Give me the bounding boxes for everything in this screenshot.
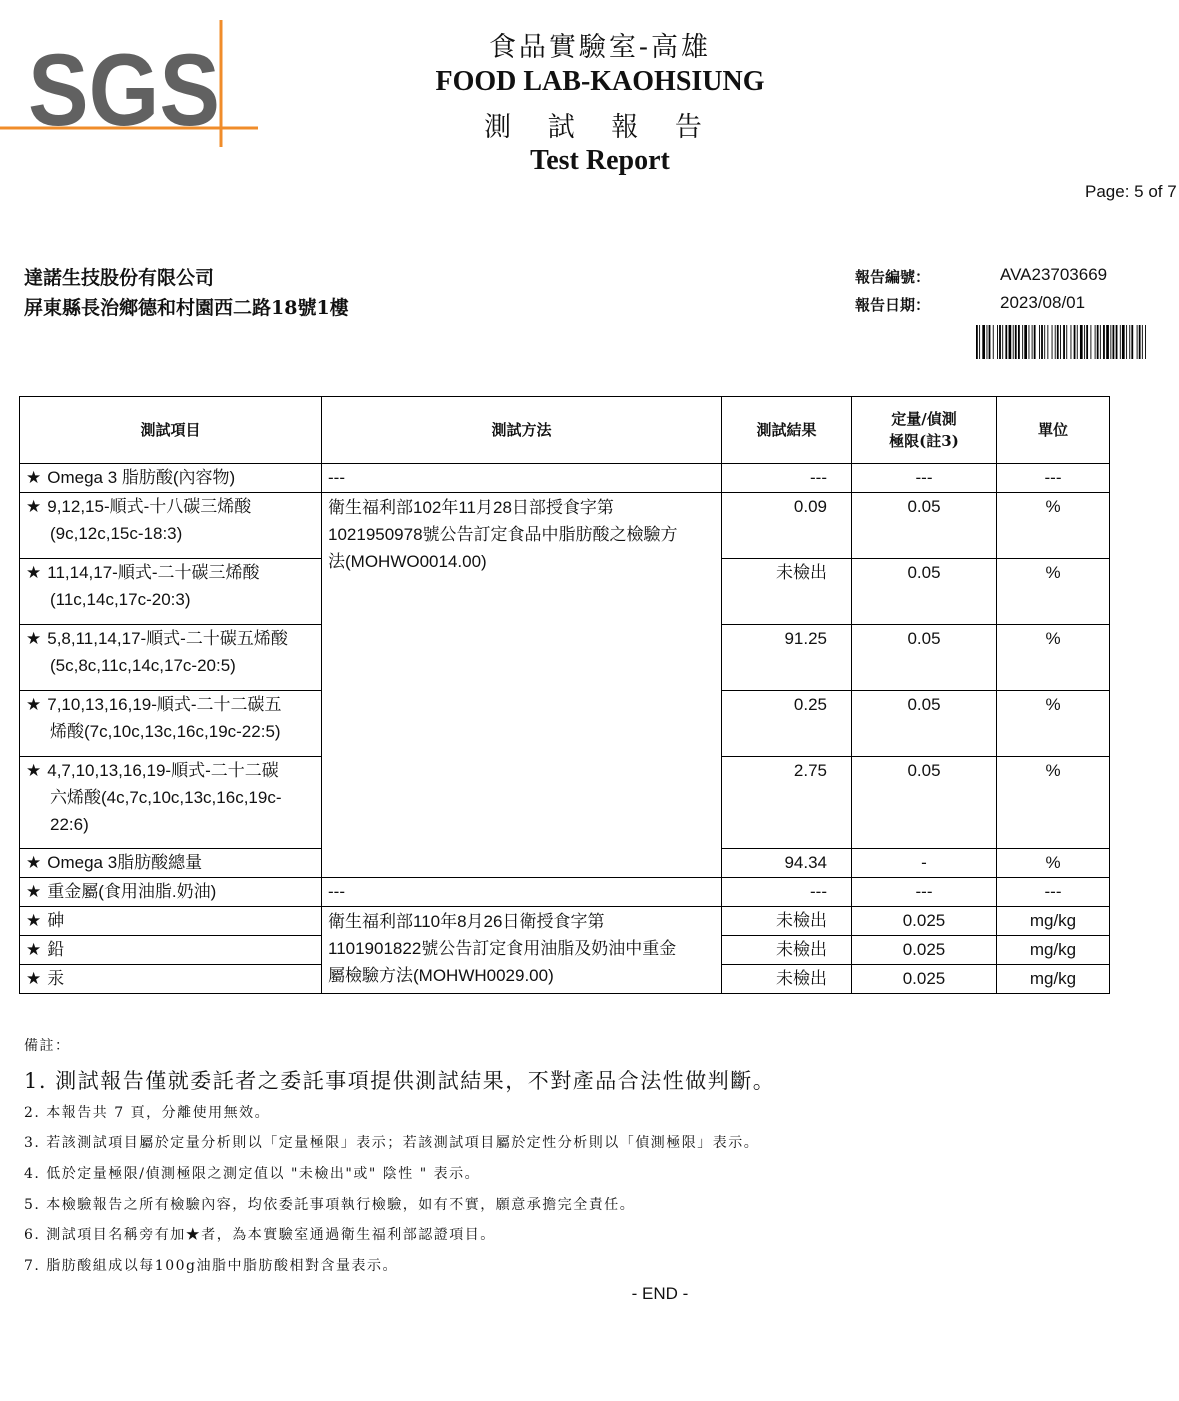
sgs-logo: [0, 15, 270, 150]
item-name: 4,7,10,13,16,19-順式-二十二碳: [47, 761, 279, 780]
barcode-bar: [1029, 325, 1030, 359]
limit-cell: 0.05: [852, 691, 997, 757]
unit-cell: %: [997, 691, 1110, 757]
barcode-bar: [1060, 325, 1061, 359]
result-cell: 未檢出: [722, 559, 852, 625]
barcode-bar: [1041, 325, 1043, 359]
barcode-bar: [1145, 325, 1146, 359]
barcode-bar: [1071, 325, 1072, 359]
note-item: 6. 測試項目名稱旁有加★者，為本實驗室通過衛生福利部認證項目。: [24, 1227, 496, 1243]
table-row: [20, 907, 1110, 936]
barcode-bar: [1139, 325, 1141, 359]
item-name-line2: 烯酸(7c,10c,13c,16c,19c-22:5): [50, 722, 281, 741]
item-cell: [20, 965, 322, 994]
unit-cell: ---: [997, 878, 1110, 907]
report-no-label: 報告編號：: [855, 268, 931, 286]
star-icon: ★: [26, 969, 42, 988]
barcode-bar: [1106, 325, 1109, 359]
barcode-bar: [1113, 325, 1115, 359]
barcode-bar: [1055, 325, 1056, 359]
result-cell: 0.25: [722, 691, 852, 757]
method-cell: ---: [322, 464, 722, 493]
limit-cell: 0.05: [852, 559, 997, 625]
barcode-bar: [993, 325, 994, 359]
result-cell: ---: [722, 878, 852, 907]
item-name-line2: (11c,14c,17c-20:3): [50, 590, 191, 609]
item-name: 7,10,13,16,19-順式-二十二碳五: [47, 695, 282, 714]
item-cell: [20, 936, 322, 965]
item-cell: [20, 559, 322, 625]
limit-cell: ---: [852, 464, 997, 493]
barcode-bar: [999, 325, 1001, 359]
table-row: [20, 464, 1110, 493]
barcode-bar: [1100, 325, 1101, 359]
item-cell: [20, 464, 322, 493]
barcode-bar: [1126, 325, 1127, 359]
barcode: [976, 325, 1148, 359]
barcode-bar: [1103, 325, 1105, 359]
unit-cell: %: [997, 757, 1110, 849]
unit-cell: mg/kg: [997, 965, 1110, 994]
result-cell: 未檢出: [722, 907, 852, 936]
star-icon: ★: [26, 563, 42, 582]
barcode-bar: [1022, 325, 1023, 359]
item-cell: [20, 907, 322, 936]
star-icon: ★: [26, 497, 42, 516]
barcode-bar: [989, 325, 991, 359]
client-company: 達諾生技股份有限公司: [24, 267, 215, 289]
limit-cell: 0.025: [852, 907, 997, 936]
note-item: 3. 若該測試項目屬於定量分析則以「定量極限」表示；若該測試項目屬於定性分析則以「偵測極限」表示。: [24, 1135, 760, 1151]
barcode-bar: [1077, 325, 1078, 359]
barcode-bar: [1044, 325, 1045, 359]
method-line: 法(MOHWO0014.00): [328, 552, 487, 571]
limit-cell: 0.025: [852, 936, 997, 965]
barcode-bar: [1086, 325, 1088, 359]
report-title-cn: 測 試 報 告: [484, 112, 716, 143]
star-icon: ★: [26, 911, 42, 930]
method-line: 衛生福利部102年11月28日部授食字第: [328, 498, 614, 517]
report-date-value: 2023/08/01: [1000, 293, 1086, 312]
header-limit-line2: 極限(註3): [889, 432, 959, 450]
unit-cell: %: [997, 493, 1110, 559]
page-number: Page: 5 of 7: [1085, 182, 1177, 201]
barcode-bar: [1074, 325, 1076, 359]
barcode-bar: [1095, 325, 1096, 359]
barcode-bar: [1018, 325, 1020, 359]
star-icon: ★: [26, 882, 42, 901]
star-icon: ★: [26, 629, 42, 648]
header-item: 測試項目: [20, 397, 322, 464]
star-icon: ★: [26, 761, 42, 780]
result-cell: 未檢出: [722, 936, 852, 965]
header-limit: [852, 397, 997, 464]
note-item: 5. 本檢驗報告之所有檢驗內容，均依委託事項執行檢驗，如有不實，願意承擔完全責任。: [24, 1197, 636, 1213]
barcode-bar: [1002, 325, 1003, 359]
unit-cell: %: [997, 559, 1110, 625]
barcode-bar: [1005, 325, 1007, 359]
barcode-bar: [1116, 325, 1118, 359]
method-cell-fatty-acid: [322, 493, 722, 878]
unit-cell: mg/kg: [997, 907, 1110, 936]
logo-text: SGS: [28, 33, 220, 147]
method-cell: ---: [322, 878, 722, 907]
barcode-bar: [1032, 325, 1033, 359]
barcode-bar: [1097, 325, 1099, 359]
barcode-bar: [987, 325, 988, 359]
notes-title: 備註：: [24, 1038, 71, 1054]
barcode-bar: [1080, 325, 1083, 359]
star-icon: ★: [26, 468, 42, 487]
barcode-bar: [1024, 325, 1027, 359]
barcode-bar: [1110, 325, 1111, 359]
barcode-bar: [1142, 325, 1143, 359]
table-header-row: [20, 397, 1110, 464]
item-cell: [20, 691, 322, 757]
header-unit: 單位: [997, 397, 1110, 464]
item-cell: [20, 849, 322, 878]
lab-title-cn: 食品實驗室-高雄: [488, 32, 712, 63]
barcode-bar: [1047, 325, 1048, 359]
table-row: [20, 878, 1110, 907]
star-icon: ★: [26, 940, 42, 959]
header-result: 測試結果: [722, 397, 852, 464]
lab-title-en: FOOD LAB-KAOHSIUNG: [435, 66, 765, 97]
header-limit-line1: 定量/偵測: [891, 410, 957, 428]
barcode-bar: [1090, 325, 1091, 359]
results-table: [19, 396, 1110, 994]
barcode-bar: [1131, 325, 1133, 359]
method-line: 1021950978號公告訂定食品中脂肪酸之檢驗方: [328, 525, 678, 544]
result-cell: 91.25: [722, 625, 852, 691]
note-item: 2. 本報告共 7 頁，分離使用無效。: [24, 1105, 271, 1121]
item-name-line3: 22:6): [50, 815, 89, 834]
method-line: 屬檢驗方法(MOHWH0029.00): [328, 966, 554, 985]
note-item: 1. 測試報告僅就委託者之委託事項提供測試結果，不對產品合法性做判斷。: [24, 1069, 776, 1093]
limit-cell: 0.025: [852, 965, 997, 994]
item-name: Omega 3脂肪酸總量: [47, 853, 203, 872]
barcode-bar: [1066, 325, 1067, 359]
star-icon: ★: [26, 695, 42, 714]
barcode-bar: [1052, 325, 1053, 359]
report-no-value: AVA23703669: [1000, 265, 1108, 284]
table-row: [20, 493, 1110, 559]
unit-cell: ---: [997, 464, 1110, 493]
unit-cell: %: [997, 625, 1110, 691]
barcode-bar: [1034, 325, 1036, 359]
unit-cell: %: [997, 849, 1110, 878]
barcode-bar: [1122, 325, 1125, 359]
barcode-bar: [1120, 325, 1121, 359]
barcode-bar: [1013, 325, 1014, 359]
barcode-bar: [1009, 325, 1012, 359]
result-cell: 2.75: [722, 757, 852, 849]
result-cell: 未檢出: [722, 965, 852, 994]
method-cell-heavy-metal: [322, 907, 722, 994]
unit-cell: mg/kg: [997, 936, 1110, 965]
limit-cell: -: [852, 849, 997, 878]
item-name-line2: (5c,8c,11c,14c,17c-20:5): [50, 656, 236, 675]
item-cell: [20, 757, 322, 849]
item-cell: [20, 625, 322, 691]
barcode-bar: [1084, 325, 1085, 359]
item-cell: [20, 493, 322, 559]
barcode-bar: [1137, 325, 1138, 359]
header-method: 測試方法: [322, 397, 722, 464]
end-marker: - END -: [631, 1284, 689, 1303]
barcode-bar: [1057, 325, 1059, 359]
barcode-bar: [1129, 325, 1130, 359]
barcode-bar: [997, 325, 998, 359]
item-name: 汞: [47, 969, 65, 988]
result-cell: 94.34: [722, 849, 852, 878]
result-cell: 0.09: [722, 493, 852, 559]
report-date-label: 報告日期：: [855, 296, 931, 314]
note-item: 7. 脂肪酸組成以每100g油脂中脂肪酸相對含量表示。: [24, 1258, 398, 1274]
method-line: 衛生福利部110年8月26日衛授食字第: [328, 912, 605, 931]
barcode-bar: [1039, 325, 1040, 359]
barcode-bar: [976, 325, 978, 359]
client-address: 屏東縣長治鄉德和村園西二路18號1樓: [24, 297, 349, 319]
item-name: 11,14,17-順式-二十碳三烯酸: [47, 563, 260, 582]
note-item: 4. 低於定量極限/偵測極限之測定值以 "未檢出"或" 陰性 " 表示。: [24, 1166, 481, 1182]
limit-cell: ---: [852, 878, 997, 907]
item-name: 5,8,11,14,17-順式-二十碳五烯酸: [47, 629, 288, 648]
item-name: Omega 3 脂肪酸(內容物): [47, 468, 236, 487]
barcode-bar: [1063, 325, 1065, 359]
result-cell: ---: [722, 464, 852, 493]
item-cell: [20, 878, 322, 907]
limit-cell: 0.05: [852, 493, 997, 559]
item-name: 9,12,15-順式-十八碳三烯酸: [47, 497, 252, 516]
item-name-line2: 六烯酸(4c,7c,10c,13c,16c,19c-: [50, 788, 282, 807]
item-name: 重金屬(食用油脂.奶油): [47, 882, 217, 901]
limit-cell: 0.05: [852, 625, 997, 691]
limit-cell: 0.05: [852, 757, 997, 849]
item-name: 砷: [47, 911, 65, 930]
item-name-line2: (9c,12c,15c-18:3): [50, 524, 183, 543]
report-title-en: Test Report: [530, 145, 670, 176]
barcode-bar: [982, 325, 985, 359]
barcode-bar: [979, 325, 980, 359]
method-line: 1101901822號公告訂定食用油脂及奶油中重金: [328, 939, 677, 958]
barcode-bar: [1015, 325, 1017, 359]
star-icon: ★: [26, 853, 42, 872]
item-name: 鉛: [47, 940, 65, 959]
